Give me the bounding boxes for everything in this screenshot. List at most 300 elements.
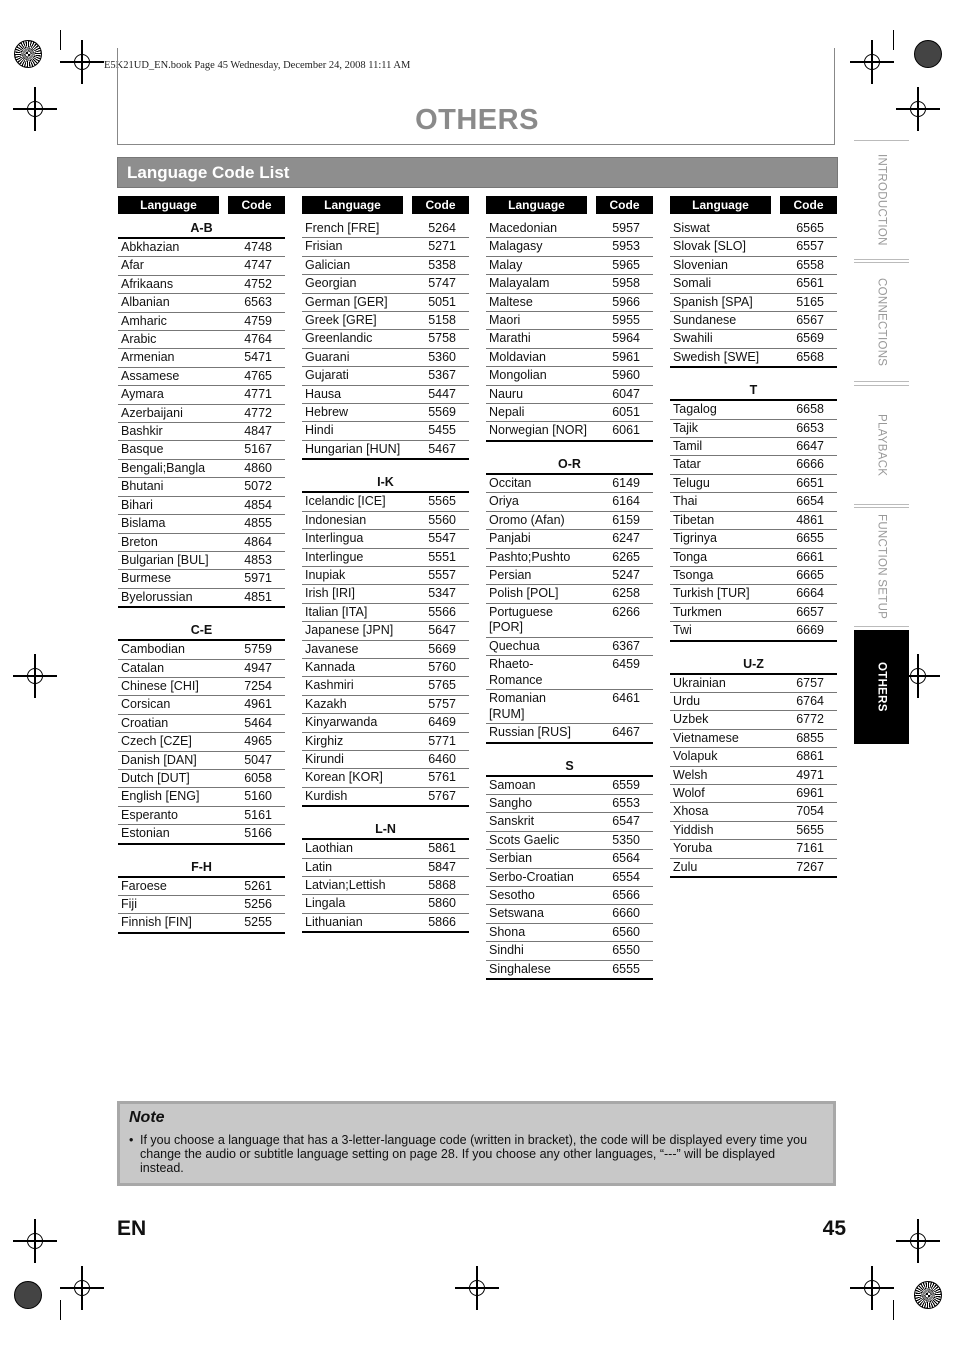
language-code: 4854 — [244, 497, 272, 512]
table-row — [486, 905, 653, 923]
language-name: Twi — [673, 623, 692, 638]
language-name: Kinyarwanda — [305, 715, 378, 730]
note-box — [117, 1101, 836, 1186]
crop-mark — [60, 1300, 61, 1320]
registration-target-icon — [914, 1281, 942, 1309]
language-name: Dutch [DUT] — [121, 770, 190, 785]
language-name: Armenian — [121, 350, 175, 365]
language-code: 5771 — [428, 733, 456, 748]
table-row — [118, 386, 285, 404]
table-row — [486, 294, 653, 312]
language-code: 4961 — [244, 697, 272, 712]
table-row — [302, 895, 469, 913]
language-code: 5551 — [428, 549, 456, 564]
language-group — [670, 642, 837, 878]
language-name: French [FRE] — [305, 221, 380, 235]
language-name: Javanese — [305, 641, 359, 656]
language-code: 6661 — [796, 549, 824, 564]
side-tab-others[interactable] — [854, 630, 909, 744]
language-name: Indonesian — [305, 512, 367, 527]
language-name: Bulgarian [BUL] — [121, 552, 209, 567]
side-tab-label: PLAYBACK — [875, 413, 888, 477]
language-name: Urdu — [673, 693, 701, 708]
language-code: 6367 — [612, 638, 640, 653]
language-code: 5167 — [244, 442, 272, 457]
language-code: 6757 — [796, 675, 824, 690]
page-number: 45 — [822, 1217, 846, 1240]
language-code: 6567 — [796, 313, 824, 328]
table-row — [118, 294, 285, 312]
table-row — [118, 715, 285, 733]
language-code: 6961 — [796, 785, 824, 800]
table-row — [302, 275, 469, 293]
group-heading: I-K — [302, 474, 469, 493]
language-name: Slovak [SLO] — [673, 239, 746, 254]
table-row — [118, 349, 285, 367]
language-code: 6461 — [612, 691, 640, 706]
language-header: Language — [302, 196, 403, 214]
table-row — [302, 788, 469, 807]
language-name: Tatar — [673, 457, 701, 472]
side-tab-playback[interactable] — [854, 385, 909, 505]
language-code: 5261 — [244, 878, 272, 893]
table-row — [118, 641, 285, 659]
table-row — [670, 730, 837, 748]
table-row — [302, 257, 469, 275]
language-code: 4772 — [244, 405, 272, 420]
language-group — [118, 220, 285, 608]
language-code: 4847 — [244, 424, 272, 439]
language-code: 5560 — [428, 512, 456, 527]
language-name: Siswat — [673, 221, 710, 235]
language-code: 6657 — [796, 604, 824, 619]
column-header — [302, 196, 469, 214]
language-column — [670, 196, 837, 878]
crosshair-icon — [463, 1274, 491, 1302]
language-code: 5758 — [428, 331, 456, 346]
language-name: Panjabi — [489, 531, 531, 546]
language-code: 6467 — [612, 725, 640, 740]
language-name: Chinese [CHI] — [121, 678, 199, 693]
language-code: 5765 — [428, 678, 456, 693]
table-row — [302, 441, 469, 460]
language-name: Italian [ITA] — [305, 604, 368, 619]
language-code: 5868 — [428, 878, 456, 892]
language-code: 5467 — [428, 441, 456, 456]
language-name: Russian [RUS] — [489, 725, 571, 740]
language-column — [118, 196, 285, 934]
language-name: Nauru — [489, 386, 524, 401]
language-code: 4855 — [244, 516, 272, 531]
language-code: 7267 — [796, 859, 824, 874]
table-row — [302, 641, 469, 659]
table-row — [486, 349, 653, 367]
table-row — [486, 690, 653, 724]
language-group — [486, 220, 653, 442]
table-row — [670, 711, 837, 729]
language-name: Kirundi — [305, 751, 344, 766]
language-code: 6047 — [612, 386, 640, 401]
language-name: Swedish [SWE] — [673, 349, 760, 364]
table-row — [302, 714, 469, 732]
crosshair-icon — [21, 1227, 49, 1255]
page-title: OTHERS — [415, 104, 539, 136]
registration-target-icon — [914, 40, 942, 68]
note-text — [129, 1133, 819, 1175]
language-code: 4947 — [244, 660, 272, 675]
table-row — [670, 275, 837, 293]
language-code: 5566 — [428, 604, 456, 619]
table-row — [486, 549, 653, 567]
language-code: 6855 — [796, 730, 824, 745]
side-tab-function-setup[interactable] — [854, 507, 909, 627]
table-row — [302, 294, 469, 312]
language-code: 6558 — [796, 257, 824, 272]
table-row — [486, 585, 653, 603]
table-row — [670, 438, 837, 456]
language-name: Bengali;Bangla — [121, 460, 206, 475]
language-code: 5047 — [244, 752, 272, 767]
language-name: Singhalese — [489, 961, 551, 976]
table-row — [670, 456, 837, 474]
language-name: Zulu — [673, 859, 698, 874]
language-name: Yoruba — [673, 841, 713, 856]
language-code: 4752 — [244, 276, 272, 291]
language-name: Bihari — [121, 497, 153, 512]
language-code: 6653 — [796, 420, 824, 435]
language-code: 6547 — [612, 814, 640, 829]
language-name: Korean [KOR] — [305, 770, 383, 785]
table-row — [670, 693, 837, 711]
table-row — [302, 859, 469, 877]
language-name: Uzbek — [673, 712, 709, 727]
table-row — [670, 493, 837, 511]
crosshair-icon — [68, 48, 96, 76]
table-row — [118, 696, 285, 714]
language-code: 4765 — [244, 368, 272, 383]
table-row — [670, 512, 837, 530]
language-name: Kashmiri — [305, 678, 354, 693]
table-row — [670, 803, 837, 821]
language-code: 5964 — [612, 331, 640, 346]
table-row — [302, 751, 469, 769]
language-code: 6655 — [796, 531, 824, 546]
language-name: Turkish [TUR] — [673, 586, 750, 601]
table-row — [670, 748, 837, 766]
language-code: 6764 — [796, 693, 824, 708]
language-name: Slovenian — [673, 257, 728, 272]
language-name: Interlingua — [305, 531, 364, 546]
language-header: Language — [486, 196, 587, 214]
table-row — [486, 367, 653, 385]
language-code: 5255 — [244, 915, 272, 930]
table-row — [302, 567, 469, 585]
language-code: 6560 — [612, 924, 640, 939]
language-code: 5759 — [244, 642, 272, 657]
language-code: 6266 — [612, 604, 640, 619]
crosshair-icon — [858, 1274, 886, 1302]
language-code: 6566 — [612, 887, 640, 902]
language-name: Cambodian — [121, 642, 185, 657]
language-name: Lingala — [305, 896, 346, 911]
table-row — [486, 257, 653, 275]
language-code: 5866 — [428, 914, 456, 929]
table-row — [302, 914, 469, 933]
language-code: 5960 — [612, 368, 640, 383]
language-name: Estonian — [121, 826, 170, 841]
table-row — [302, 512, 469, 530]
language-name: Irish [IRI] — [305, 586, 356, 601]
language-name: Gujarati — [305, 368, 349, 383]
language-code: 5767 — [428, 788, 456, 803]
registration-target-icon — [14, 1281, 42, 1309]
language-name: Samoan — [489, 777, 536, 792]
language-column — [486, 196, 653, 980]
language-code: 6665 — [796, 567, 824, 582]
language-code: 4971 — [796, 767, 824, 782]
language-code: 4861 — [796, 512, 824, 527]
language-name: Spanish [SPA] — [673, 294, 753, 309]
language-name: Frisian — [305, 239, 343, 254]
language-code: 5569 — [428, 405, 456, 420]
language-name: Abkhazian — [121, 240, 180, 254]
language-name: Xhosa — [673, 804, 709, 819]
language-code: 5760 — [428, 659, 456, 674]
language-name: Finnish [FIN] — [121, 915, 192, 930]
language-code: 5955 — [612, 313, 640, 328]
language-name: Occitan — [489, 475, 532, 490]
table-row — [118, 368, 285, 386]
language-name: Rhaeto-Romance — [489, 657, 543, 687]
table-row — [118, 441, 285, 459]
language-code: 6051 — [612, 405, 640, 420]
language-code: 5347 — [428, 586, 456, 601]
language-name: Moldavian — [489, 349, 546, 364]
language-name: Fiji — [121, 897, 137, 911]
language-code: 6469 — [428, 715, 456, 730]
crop-mark — [893, 30, 894, 50]
table-row — [118, 914, 285, 933]
language-code: 6669 — [796, 623, 824, 638]
language-name: Kurdish — [305, 788, 348, 803]
language-name: Galician — [305, 257, 351, 272]
language-name: Laothian — [305, 841, 353, 856]
language-name: Telugu — [673, 475, 710, 490]
table-row — [118, 239, 285, 257]
language-code: 6559 — [612, 777, 640, 792]
crosshair-icon — [21, 662, 49, 690]
table-row — [670, 675, 837, 693]
table-row — [118, 807, 285, 825]
language-code: 6159 — [612, 512, 640, 527]
language-group — [118, 845, 285, 934]
table-row — [302, 493, 469, 511]
side-tab-introduction[interactable] — [854, 140, 909, 260]
table-row — [118, 878, 285, 896]
note-title: Note — [129, 1109, 165, 1126]
language-name: Albanian — [121, 295, 170, 310]
language-code: 4759 — [244, 313, 272, 328]
language-code: 5547 — [428, 531, 456, 546]
table-row — [486, 567, 653, 585]
table-row — [118, 733, 285, 751]
table-row — [302, 877, 469, 895]
language-name: Thai — [673, 494, 698, 509]
table-row — [486, 475, 653, 493]
language-name: Norwegian [NOR] — [489, 423, 587, 438]
language-code: 6164 — [612, 494, 640, 509]
table-row — [302, 696, 469, 714]
table-row — [486, 604, 653, 638]
table-row — [670, 420, 837, 438]
language-code: 5160 — [244, 789, 272, 804]
language-name: Shona — [489, 924, 526, 939]
language-code: 5367 — [428, 368, 456, 383]
group-heading: U-Z — [670, 656, 837, 675]
table-row — [486, 777, 653, 795]
language-name: Maltese — [489, 294, 533, 309]
table-row — [302, 549, 469, 567]
side-tab-connections[interactable] — [854, 262, 909, 382]
language-code: 5256 — [244, 897, 272, 911]
language-name: Hebrew — [305, 405, 349, 420]
language-code: 6550 — [612, 943, 640, 958]
table-row — [118, 276, 285, 294]
language-code: 5264 — [428, 221, 456, 235]
table-row — [302, 312, 469, 330]
language-name: Sundanese — [673, 313, 737, 328]
language-code: 5447 — [428, 386, 456, 401]
group-heading: T — [670, 382, 837, 401]
table-row — [302, 404, 469, 422]
language-name: Malay — [489, 257, 523, 272]
table-row — [118, 589, 285, 608]
language-code: 5166 — [244, 826, 272, 841]
language-name: Icelandic [ICE] — [305, 494, 386, 509]
note-bullet: • — [129, 1133, 134, 1147]
language-code: 5965 — [612, 257, 640, 272]
language-name: Quechua — [489, 638, 540, 653]
group-heading: S — [486, 758, 653, 777]
table-row — [486, 656, 653, 690]
table-row — [486, 312, 653, 330]
language-name: Sangho — [489, 795, 533, 810]
language-name: Basque — [121, 442, 164, 457]
language-code: 6555 — [612, 961, 640, 976]
table-row — [302, 677, 469, 695]
language-code: 5455 — [428, 423, 456, 438]
language-group — [302, 460, 469, 807]
language-name: Kirghiz — [305, 733, 344, 748]
language-code: 6554 — [612, 869, 640, 884]
table-row — [670, 349, 837, 368]
language-code: 5860 — [428, 896, 456, 911]
language-code: 5747 — [428, 276, 456, 291]
table-row — [670, 257, 837, 275]
code-header: Code — [228, 196, 285, 214]
language-name: Pashto;Pushto — [489, 549, 571, 564]
language-code: 5971 — [244, 571, 272, 586]
language-name: Assamese — [121, 368, 180, 383]
table-row — [118, 770, 285, 788]
table-row — [670, 530, 837, 548]
table-row — [486, 422, 653, 441]
language-name: Polish [POL] — [489, 586, 559, 601]
table-row — [670, 238, 837, 256]
language-name: Macedonian — [489, 221, 558, 235]
language-name: Sindhi — [489, 943, 524, 958]
table-row — [486, 638, 653, 656]
table-row — [302, 220, 469, 238]
table-row — [118, 423, 285, 441]
language-name: Faroese — [121, 878, 167, 893]
language-name: Serbo-Croatian — [489, 869, 574, 884]
language-name: English [ENG] — [121, 789, 200, 804]
language-name: Malagasy — [489, 239, 543, 254]
language-name: Swahili — [673, 331, 713, 346]
language-code: 6149 — [612, 475, 640, 490]
table-row — [302, 530, 469, 548]
language-name: Scots Gaelic — [489, 832, 560, 847]
table-row — [486, 238, 653, 256]
table-row — [302, 330, 469, 348]
table-row — [486, 924, 653, 942]
table-row — [302, 659, 469, 677]
code-header: Code — [596, 196, 653, 214]
table-row — [670, 330, 837, 348]
language-code: 5647 — [428, 623, 456, 638]
table-row — [302, 349, 469, 367]
group-heading: A-B — [118, 220, 285, 239]
language-name: Byelorussian — [121, 589, 193, 604]
language-name: Azerbaijani — [121, 405, 183, 420]
table-row — [118, 752, 285, 770]
language-code: 5557 — [428, 567, 456, 582]
language-code: 4851 — [244, 589, 272, 604]
table-row — [118, 678, 285, 696]
language-name: Lithuanian — [305, 914, 363, 929]
table-row — [118, 460, 285, 478]
table-row — [670, 859, 837, 878]
language-name: Hausa — [305, 386, 342, 401]
language-name: Sanskrit — [489, 814, 535, 829]
table-row — [486, 386, 653, 404]
language-group — [486, 442, 653, 744]
table-row — [670, 475, 837, 493]
language-name: Inupiak — [305, 567, 346, 582]
language-code: 5360 — [428, 349, 456, 364]
column-header — [486, 196, 653, 214]
language-name: Wolof — [673, 785, 705, 800]
table-row — [118, 660, 285, 678]
table-row — [118, 788, 285, 806]
language-code: 4860 — [244, 460, 272, 475]
table-row — [670, 401, 837, 419]
language-group — [118, 608, 285, 844]
language-code: 4853 — [244, 552, 272, 567]
table-row — [670, 312, 837, 330]
language-code: 5761 — [428, 770, 456, 785]
table-row — [486, 887, 653, 905]
language-code: 6861 — [796, 749, 824, 764]
language-name: Ukrainian — [673, 675, 726, 690]
language-code: 6247 — [612, 531, 640, 546]
table-row — [486, 869, 653, 887]
language-code: 6058 — [244, 770, 272, 785]
language-code: 6265 — [612, 549, 640, 564]
language-code: 5957 — [612, 221, 640, 235]
language-code: 4748 — [244, 240, 272, 254]
